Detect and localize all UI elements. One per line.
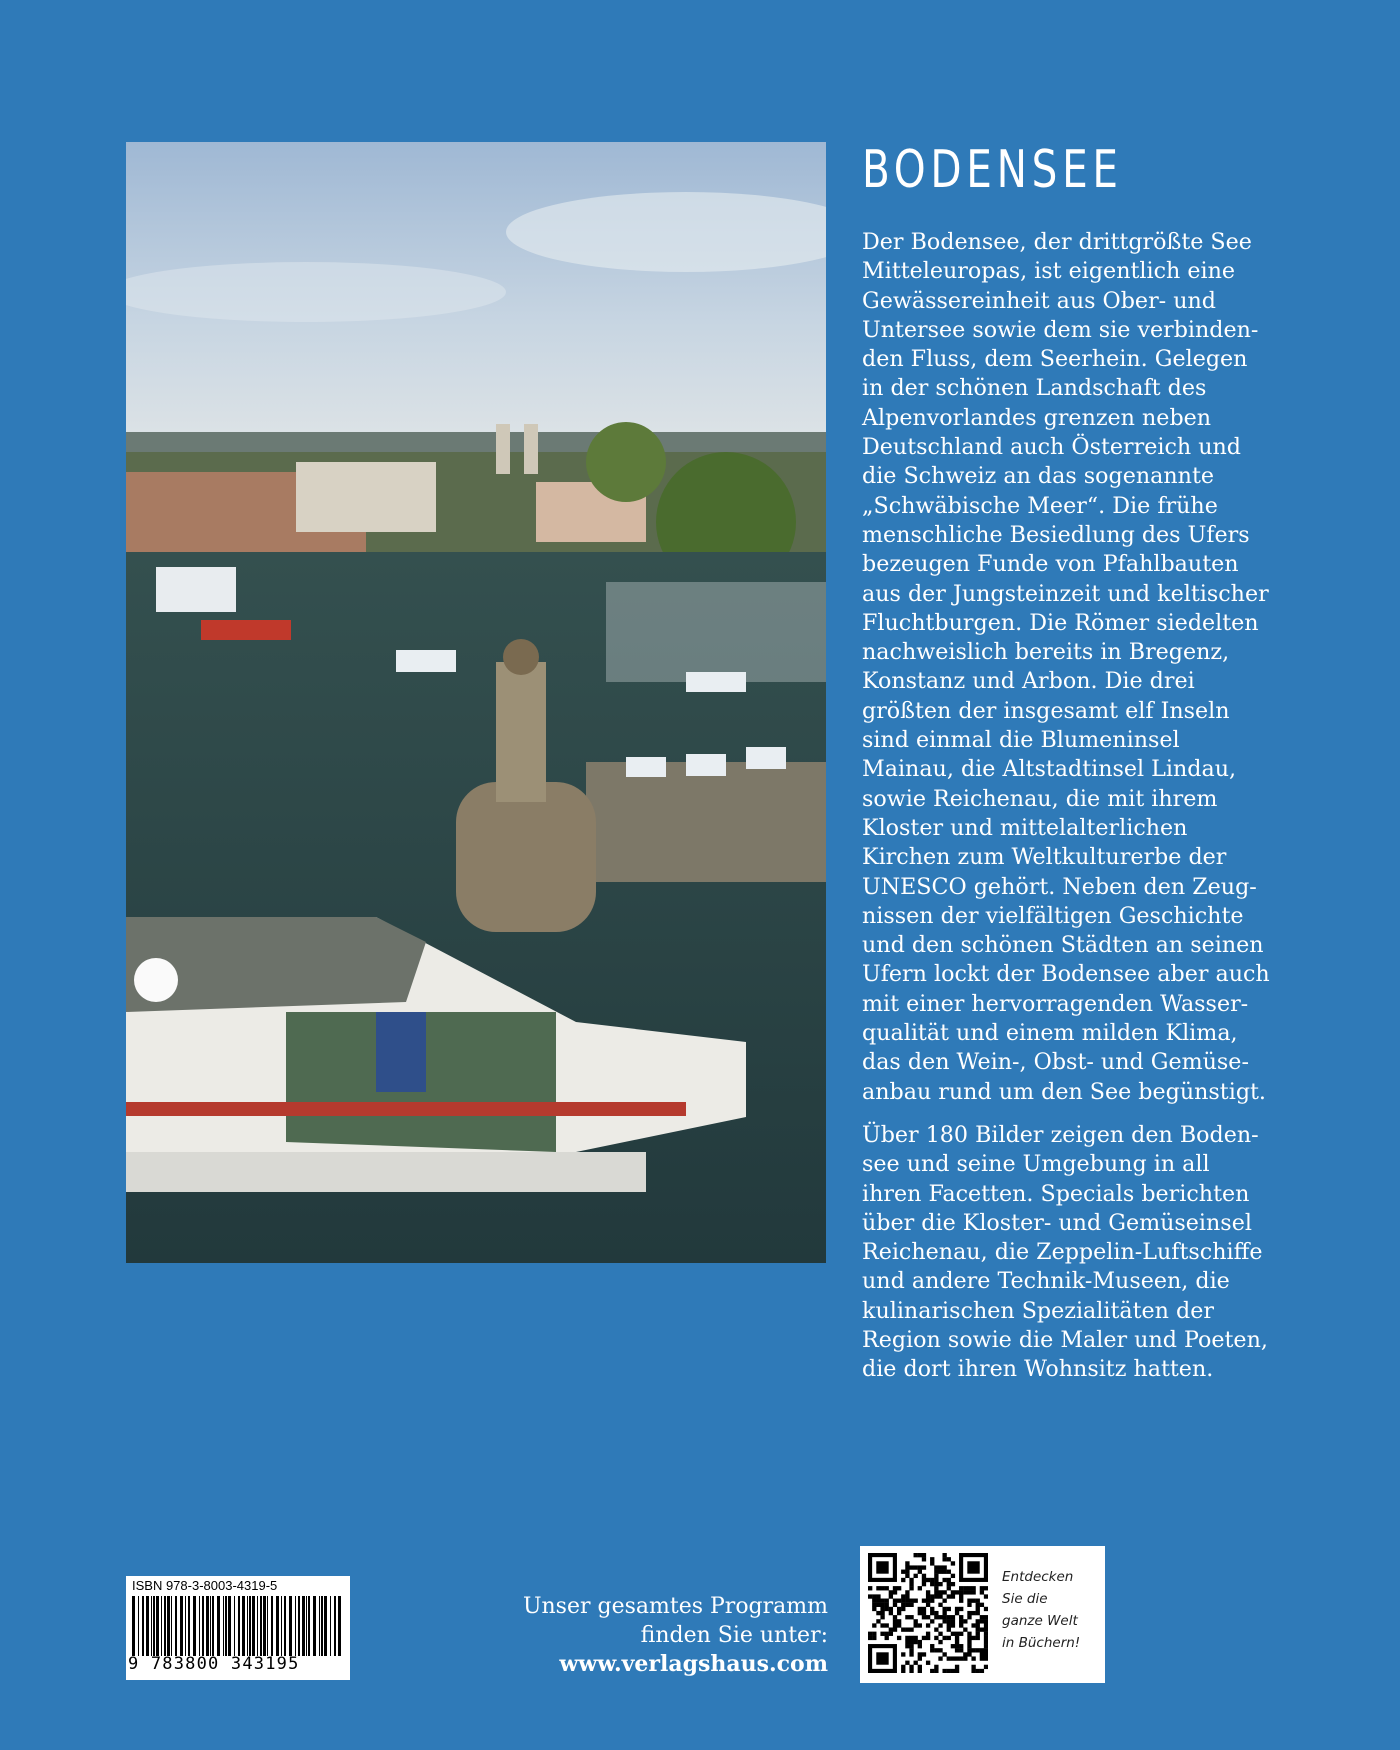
paragraph-line: und den schönen Städten an seinen: [862, 932, 1264, 959]
barcode-digits: 9 783800 343195: [128, 1654, 300, 1674]
paragraph-line: und andere Technik-Museen, die: [862, 1268, 1230, 1295]
isbn-label: ISBN 978-3-8003-4319-5: [132, 1578, 278, 1593]
paragraph-line: kulinarischen Spezialitäten der: [862, 1297, 1214, 1324]
cover-photo-lindau-harbor: [126, 142, 826, 1263]
paragraph-line: menschliche Besiedlung des Ufers: [862, 521, 1250, 548]
paragraph-line: Alpenvorlandes grenzen neben: [862, 404, 1212, 431]
paragraph-line: Kirchen zum Weltkulturerbe der: [862, 844, 1227, 871]
publisher-url-link[interactable]: www.verlagshaus.com: [559, 1651, 828, 1677]
description-paragraph-1: [862, 228, 1302, 1107]
paragraph-line: Gewässereinheit aus Ober- und: [862, 287, 1217, 314]
paragraph-line: nissen der vielfältigen Geschichte: [862, 902, 1244, 929]
promo-line-2: finden Sie unter:: [640, 1623, 828, 1648]
paragraph-line: Reichenau, die Zeppelin-Luftschiffe: [862, 1239, 1263, 1266]
paragraph-line: see und seine Umgebung in all: [862, 1151, 1210, 1178]
qr-code[interactable]: [868, 1553, 988, 1673]
paragraph-line: „Schwäbische Meer“. Die frühe: [862, 492, 1218, 519]
paragraph-line: Fluchtburgen. Die Römer siedelten: [862, 609, 1259, 636]
paragraph-line: Region sowie die Maler und Poeten,: [862, 1327, 1268, 1354]
paragraph-line: das den Wein-, Obst- und Gemüse-: [862, 1049, 1249, 1076]
qr-code-box: [860, 1546, 1105, 1683]
paragraph-line: die Schweiz an das sogenannte: [862, 463, 1215, 490]
qr-caption-line: ganze Welt: [1002, 1613, 1078, 1629]
paragraph-line: UNESCO gehört. Neben den Zeug-: [862, 873, 1257, 900]
paragraph-line: in der schönen Landschaft des: [862, 375, 1207, 402]
publisher-promo: [523, 1592, 828, 1679]
description-paragraph-2: [862, 1121, 1302, 1385]
isbn-barcode: [126, 1576, 350, 1680]
paragraph-line: die dort ihren Wohnsitz hatten.: [862, 1356, 1214, 1383]
paragraph-line: den Fluss, dem Seerhein. Gelegen: [862, 346, 1248, 373]
qr-caption-line: Entdecken: [1002, 1569, 1074, 1585]
paragraph-line: ihren Facetten. Specials berichten: [862, 1180, 1250, 1207]
paragraph-line: Mitteleuropas, ist eigentlich eine: [862, 258, 1236, 285]
paragraph-line: sowie Reichenau, die mit ihrem: [862, 785, 1218, 812]
promo-line-1: Unser gesamtes Programm: [522, 1594, 828, 1619]
paragraph-line: größten der insgesamt elf Inseln: [862, 697, 1230, 724]
paragraph-line: nachweislich bereits in Bregenz,: [862, 639, 1230, 666]
paragraph-line: bezeugen Funde von Pfahlbauten: [862, 551, 1239, 578]
paragraph-line: Der Bodensee, der drittgrößte See: [862, 229, 1252, 255]
paragraph-line: aus der Jungsteinzeit und keltischer: [862, 580, 1269, 607]
paragraph-line: Untersee sowie dem sie verbinden-: [862, 316, 1259, 343]
paragraph-line: Mainau, die Altstadtinsel Lindau,: [862, 756, 1237, 783]
barcode-bars: [132, 1596, 344, 1656]
paragraph-line: sind einmal die Blumeninsel: [862, 727, 1180, 754]
paragraph-line: anbau rund um den See begünstigt.: [862, 1078, 1266, 1105]
paragraph-line: mit einer hervorragenden Wasser-: [862, 990, 1249, 1017]
paragraph-line: Konstanz und Arbon. Die drei: [862, 668, 1195, 695]
qr-caption: [1002, 1566, 1102, 1654]
paragraph-line: Ufern lockt der Bodensee aber auch: [862, 961, 1270, 988]
paragraph-line: Über 180 Bilder zeigen den Boden-: [862, 1122, 1259, 1148]
paragraph-line: über die Kloster- und Gemüseinsel: [862, 1209, 1252, 1236]
paragraph-line: Deutschland auch Österreich und: [862, 434, 1241, 461]
qr-caption-line: in Büchern!: [1002, 1635, 1081, 1651]
book-title: BODENSEE: [862, 140, 1123, 200]
qr-caption-line: Sie die: [1002, 1591, 1048, 1607]
paragraph-line: Kloster und mittelalterlichen: [862, 814, 1188, 841]
paragraph-line: qualität und einem milden Klima,: [862, 1020, 1238, 1047]
